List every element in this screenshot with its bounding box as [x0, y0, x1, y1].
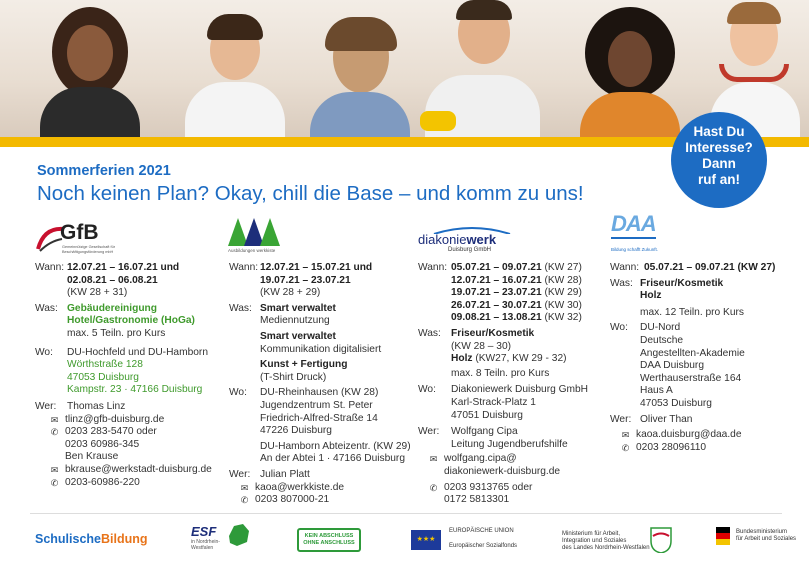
dw-contact-role: Leitung Jugendberufshilfe — [451, 438, 568, 450]
gfb-address: Kampstr. 23 · 47166 Duisburg — [67, 384, 203, 396]
phone-icon: ✆ — [50, 427, 59, 438]
gfb-date: 12.07.21 – 16.07.21 und — [67, 262, 180, 273]
wk-address: Friedrich-Alfred-Straße 14 — [260, 412, 378, 424]
eu-text: Europäischer Sozialfonds — [449, 543, 518, 549]
bmas-text: Bundesministerium — [736, 529, 788, 535]
daa-address: Haus A — [640, 385, 673, 397]
mags-nrw-logo — [562, 527, 672, 555]
wo-label: Wo: — [229, 387, 247, 399]
dw-date: 12.07.21 – 16.07.21 — [451, 274, 542, 286]
daa-column — [610, 262, 805, 454]
nrw-crest-icon — [650, 527, 672, 553]
kaoa-logo — [297, 528, 361, 552]
gfb-phone[interactable]: 0203 283-5470 oder — [65, 426, 157, 438]
wk-email[interactable]: kaoa@werkkiste.de — [255, 481, 345, 493]
daa-location: DU-Nord — [640, 322, 681, 334]
dw-contact-name: Wolfgang Cipa — [451, 426, 518, 438]
dw-address: Karl-Strack-Platz 1 — [451, 396, 536, 408]
person-figure — [420, 0, 545, 137]
gfb-course: Hotel/Gastronomie (HoGa) — [67, 315, 195, 327]
dw-course-sub: (KW27, KW 29 - 32) — [475, 353, 567, 365]
bubble-text: Interesse? — [685, 140, 753, 155]
nrw-map-icon — [225, 522, 251, 548]
dw-email[interactable]: diakoniewerk-duisburg.de — [444, 465, 561, 477]
werkkiste-column — [229, 262, 419, 507]
mail-icon: ✉ — [50, 464, 59, 475]
dw-address: 47051 Duisburg — [451, 409, 523, 421]
wk-address: Jugendzentrum St. Peter — [260, 399, 373, 411]
bmas-logo — [716, 527, 806, 551]
dw-phone[interactable]: 0172 5813301 — [444, 494, 510, 506]
gfb-logo-subtext: Gemeinnützige Gesellschaft für Beschäftigungsförderung mbH — [62, 245, 115, 254]
dw-kw: (KW 28) — [544, 274, 582, 286]
dw-course: Friseur/Kosmetik — [451, 327, 535, 339]
gfb-course: Gebäudereinigung — [67, 302, 157, 314]
eu-logo — [411, 528, 521, 552]
diakoniewerk-column — [418, 262, 613, 507]
dw-date: 19.07.21 – 23.07.21 — [451, 287, 542, 299]
daa-email[interactable]: kaoa.duisburg@daa.de — [636, 429, 742, 441]
wk-location: DU-Rheinhausen (KW 28) — [260, 387, 379, 399]
wk-course-sub: Kommunikation digitalisiert — [260, 343, 382, 355]
was-label: Was: — [229, 302, 252, 314]
bubble-text: ruf an! — [698, 172, 740, 187]
wk-course-sub: (T-Shirt Druck) — [260, 371, 327, 383]
bubble-text: Dann — [702, 156, 736, 171]
werkkiste-logo-subtext: Ausbildungen werkkiste — [228, 248, 276, 253]
dw-date: 09.08.21 – 13.08.21 — [451, 312, 542, 324]
gfb-location: DU-Hochfeld und DU-Hamborn — [67, 346, 208, 358]
diakoniewerk-logo-text: diakonie — [418, 232, 467, 247]
contact-bubble — [671, 112, 767, 208]
mail-icon: ✉ — [621, 430, 630, 441]
gfb-address: 47053 Duisburg — [67, 371, 139, 383]
daa-date: 05.07.21 – 09.07.21 (KW 27) — [644, 262, 776, 273]
wk-course: Smart verwaltet — [260, 302, 336, 314]
wo-label: Wo: — [35, 346, 53, 358]
wk-phone[interactable]: 0203 807000-21 — [255, 494, 330, 506]
dw-capacity: max. 8 Teiln. pro Kurs — [451, 367, 550, 379]
gfb-logo — [36, 221, 156, 255]
gfb-logo-text: GfB — [60, 221, 99, 244]
sb-text-2: Bildung — [101, 532, 148, 546]
gfb-kw: (KW 28 + 31) — [67, 287, 128, 299]
esf-logo-subtext: in Nordrhein-Westfalen — [191, 539, 220, 551]
wk-date: 19.07.21 – 23.07.21 — [260, 274, 351, 286]
dw-location: Diakoniewerk Duisburg GmbH — [451, 384, 589, 396]
wk-course-sub: Mediennutzung — [260, 315, 330, 327]
dw-date: 26.07.21 – 30.07.21 — [451, 299, 542, 311]
headline: Noch keinen Plan? Okay, chill die Base – und komm zu uns! — [37, 182, 584, 205]
wo-label: Wo: — [610, 322, 628, 334]
werkkiste-logo — [228, 218, 288, 256]
daa-address: Werthauserstraße 164 — [640, 372, 742, 384]
daa-capacity: max. 12 Teiln. pro Kurs — [640, 306, 744, 318]
mags-text: Integration und Soziales — [562, 538, 627, 544]
gfb-column — [35, 262, 225, 489]
wk-course: Kunst + Fertigung — [260, 359, 348, 371]
gfb-email[interactable]: bkrause@werkstadt-duisburg.de — [65, 463, 212, 475]
wk-address: An der Abtei 1 · 47166 Duisburg — [260, 453, 405, 465]
werkkiste-mark-icon — [228, 218, 280, 246]
person-figure — [30, 7, 150, 137]
wk-kw: (KW 28 + 29) — [260, 287, 321, 299]
daa-contact-name: Oliver Than — [640, 413, 693, 425]
gfb-contact-name: Ben Krause — [65, 451, 119, 463]
mags-text: des Landes Nordrhein-Westfalen — [562, 545, 650, 551]
esf-logo — [191, 522, 253, 556]
wk-address: 47226 Duisburg — [260, 425, 332, 437]
dw-date: 05.07.21 – 09.07.21 — [451, 262, 542, 273]
wk-date: 12.07.21 – 15.07.21 und — [260, 262, 373, 273]
season-title: Sommerferien 2021 — [37, 163, 171, 179]
dw-kw: (KW 30) — [544, 299, 582, 311]
daa-logo-text: DAA — [611, 211, 656, 239]
daa-address: Deutsche — [640, 334, 684, 346]
dw-phone[interactable]: 0203 9313765 oder — [444, 481, 533, 493]
kaoa-text: OHNE ANSCHLUSS — [303, 540, 355, 546]
wk-location: DU-Hamborn Abteizentr. (KW 29) — [260, 440, 411, 452]
daa-logo-subtext: Bildung schafft Zukunft. — [611, 247, 658, 252]
mags-text: Ministerium für Arbeit, — [562, 531, 621, 537]
daa-address: 47053 Duisburg — [640, 397, 712, 409]
daa-logo — [611, 211, 701, 255]
wer-label: Wer: — [229, 468, 251, 480]
dw-kw: (KW 29) — [544, 287, 582, 299]
diakoniewerk-logo — [418, 230, 528, 256]
eu-text: EUROPÄISCHE UNION — [449, 528, 514, 534]
diakoniewerk-logo-subtext: Duisburg GmbH — [448, 247, 492, 253]
sb-text-1: Schulische — [35, 532, 101, 546]
wer-label: Wer: — [418, 426, 440, 438]
dw-kw: (KW 27) — [544, 262, 582, 273]
federal-eagle-icon — [716, 527, 730, 545]
bubble-text: Hast Du — [693, 124, 745, 139]
wann-label: Wann: — [418, 262, 448, 273]
footer-divider — [30, 513, 782, 514]
was-label: Was: — [418, 327, 441, 339]
mail-icon: ✉ — [50, 414, 59, 425]
esf-logo-text: ESF — [191, 524, 217, 539]
wk-contact-name: Julian Platt — [260, 468, 310, 480]
person-figure — [180, 12, 290, 137]
wo-label: Wo: — [418, 384, 436, 396]
wann-label: Wann: — [610, 262, 640, 273]
was-label: Was: — [35, 302, 58, 314]
wk-course: Smart verwaltet — [260, 330, 336, 342]
daa-address: Angestellten-Akademie — [640, 347, 745, 359]
daa-phone[interactable]: 0203 28096110 — [636, 441, 707, 453]
dw-kw: (KW 32) — [544, 312, 582, 324]
person-figure — [570, 7, 690, 137]
gfb-date: 02.08.21 – 06.08.21 — [67, 274, 158, 286]
daa-course: Friseur/Kosmetik — [640, 277, 724, 289]
dw-email[interactable]: wolfgang.cipa@ — [444, 453, 517, 465]
hero-photo — [0, 0, 809, 137]
daa-address: DAA Duisburg — [640, 360, 704, 372]
phone-icon: ✆ — [429, 482, 438, 493]
was-label: Was: — [610, 277, 633, 289]
daa-course: Holz — [640, 290, 662, 302]
gfb-phone[interactable]: 0203 60986-345 — [65, 438, 140, 450]
wann-label: Wann: — [229, 262, 259, 273]
bmas-text: für Arbeit und Soziales — [736, 536, 797, 542]
wer-label: Wer: — [610, 413, 632, 425]
mail-icon: ✉ — [240, 482, 249, 493]
kaoa-text: KEIN ABSCHLUSS — [304, 533, 354, 539]
gfb-capacity: max. 5 Teiln. pro Kurs — [67, 327, 166, 339]
person-figure — [305, 17, 415, 137]
mail-icon: ✉ — [429, 454, 438, 465]
wer-label: Wer: — [35, 400, 57, 412]
phone-icon: ✆ — [50, 477, 59, 488]
diakoniewerk-logo-text-bold: werk — [466, 232, 497, 247]
gfb-address: Wörthstraße 128 — [67, 359, 143, 371]
schulische-bildung-logo — [35, 532, 148, 546]
wann-label: Wann: — [35, 262, 65, 273]
gfb-email[interactable]: tlinz@gfb-duisburg.de — [65, 413, 165, 425]
phone-icon: ✆ — [240, 495, 249, 506]
eu-flag-icon: ★★★ — [411, 530, 441, 550]
dw-course: Holz — [451, 353, 473, 365]
gfb-phone[interactable]: 0203-60986-220 — [65, 476, 140, 488]
phone-icon: ✆ — [621, 442, 630, 453]
dw-course-sub: (KW 28 – 30) — [451, 340, 512, 352]
gfb-contact-name: Thomas Linz — [67, 400, 126, 412]
